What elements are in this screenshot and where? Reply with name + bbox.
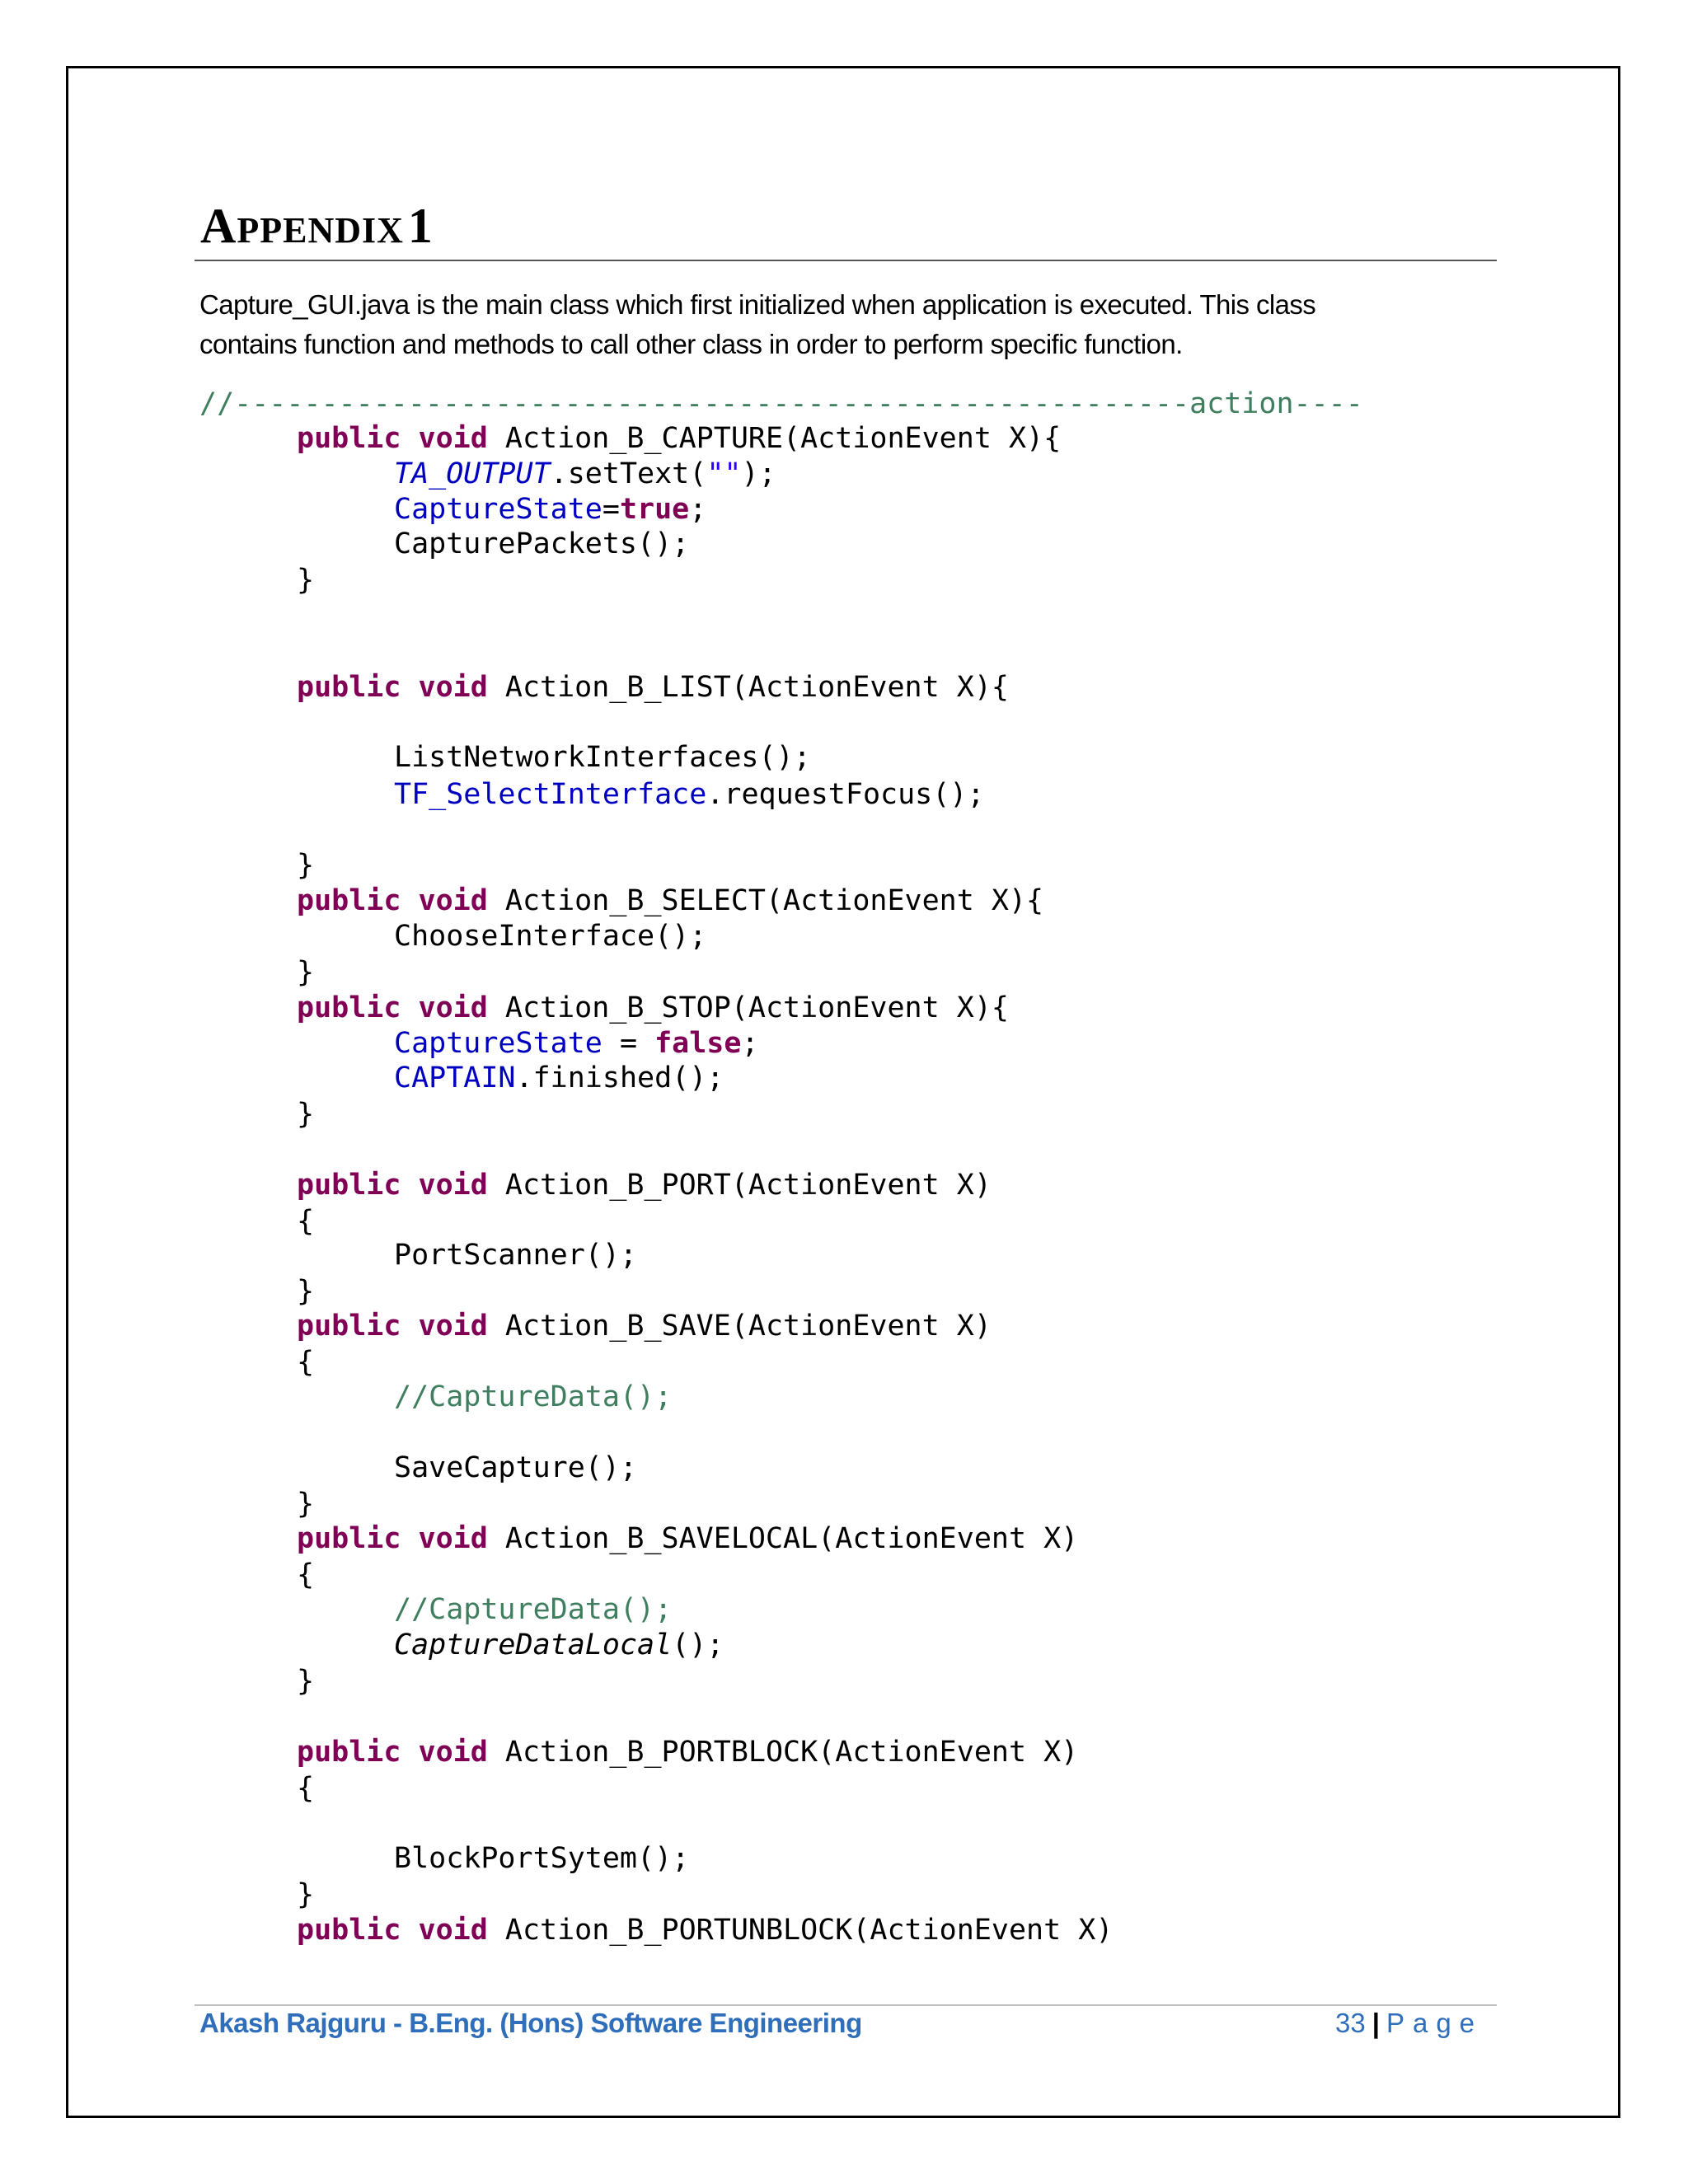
code-brace: }	[297, 1878, 315, 1911]
footer-rule	[195, 2004, 1497, 2006]
method-list: public void Action_B_LIST(ActionEvent X){	[297, 671, 1009, 704]
method-portblock: public void Action_B_PORTBLOCK(ActionEvent X)	[297, 1736, 1079, 1769]
code-brace: }	[297, 1098, 315, 1131]
code-comment: //CaptureData();	[394, 1593, 673, 1626]
footer-page-number: 33 | Page	[1335, 2008, 1484, 2038]
method-select: public void Action_B_SELECT(ActionEvent X){	[297, 884, 1044, 917]
method-capture: public void Action_B_CAPTURE(ActionEvent X){	[297, 422, 1062, 455]
code-line: PortScanner();	[394, 1239, 638, 1272]
code-line: BlockPortSytem();	[394, 1842, 690, 1875]
code-listing	[199, 387, 1363, 1947]
code-comment-separator: //-------------------------------------------------------action----	[199, 387, 1363, 420]
code-brace: }	[297, 1275, 315, 1308]
code-line: CaptureState=true;	[394, 493, 707, 526]
heading-rule	[195, 260, 1497, 261]
method-save: public void Action_B_SAVE(ActionEvent X)	[297, 1310, 992, 1343]
code-line: SaveCapture();	[394, 1451, 638, 1484]
code-brace: }	[297, 564, 315, 597]
footer-author: Akash Rajguru - B.Eng. (Hons) Software Engineering	[199, 2008, 862, 2038]
code-brace: }	[297, 849, 315, 882]
code-brace: }	[297, 956, 315, 989]
code-line: ListNetworkInterfaces();	[394, 741, 811, 774]
code-line: CaptureDataLocal();	[394, 1629, 724, 1661]
code-brace: {	[297, 1558, 315, 1591]
method-stop: public void Action_B_STOP(ActionEvent X){	[297, 991, 1009, 1024]
code-line: CaptureState = false;	[394, 1027, 759, 1060]
method-savelocal: public void Action_B_SAVELOCAL(ActionEvent X)	[297, 1522, 1079, 1555]
intro-line-2: contains function and methods to call other class in order to perform specific function.	[199, 329, 1183, 359]
page-border	[66, 66, 1620, 2118]
code-brace: {	[297, 1772, 315, 1805]
intro-line-1: Capture_GUI.java is the main class which first initialized when application is executed. This class	[199, 289, 1316, 320]
method-portunblock: public void Action_B_PORTUNBLOCK(ActionEvent X)	[297, 1914, 1114, 1947]
code-line: CapturePackets();	[394, 527, 690, 560]
intro-paragraph	[199, 285, 1518, 364]
code-brace: {	[297, 1205, 315, 1238]
code-brace: {	[297, 1346, 315, 1379]
code-brace: }	[297, 1488, 315, 1521]
appendix-heading: APPENDIX 1	[200, 199, 434, 253]
code-comment: //CaptureData();	[394, 1380, 673, 1413]
code-line: CAPTAIN.finished();	[394, 1062, 724, 1094]
code-line: ChooseInterface();	[394, 920, 707, 953]
method-port: public void Action_B_PORT(ActionEvent X)	[297, 1169, 992, 1202]
code-line: TF_SelectInterface.requestFocus();	[394, 778, 985, 811]
code-line: TA_OUTPUT.setText("");	[394, 457, 776, 490]
code-brace: }	[297, 1665, 315, 1698]
